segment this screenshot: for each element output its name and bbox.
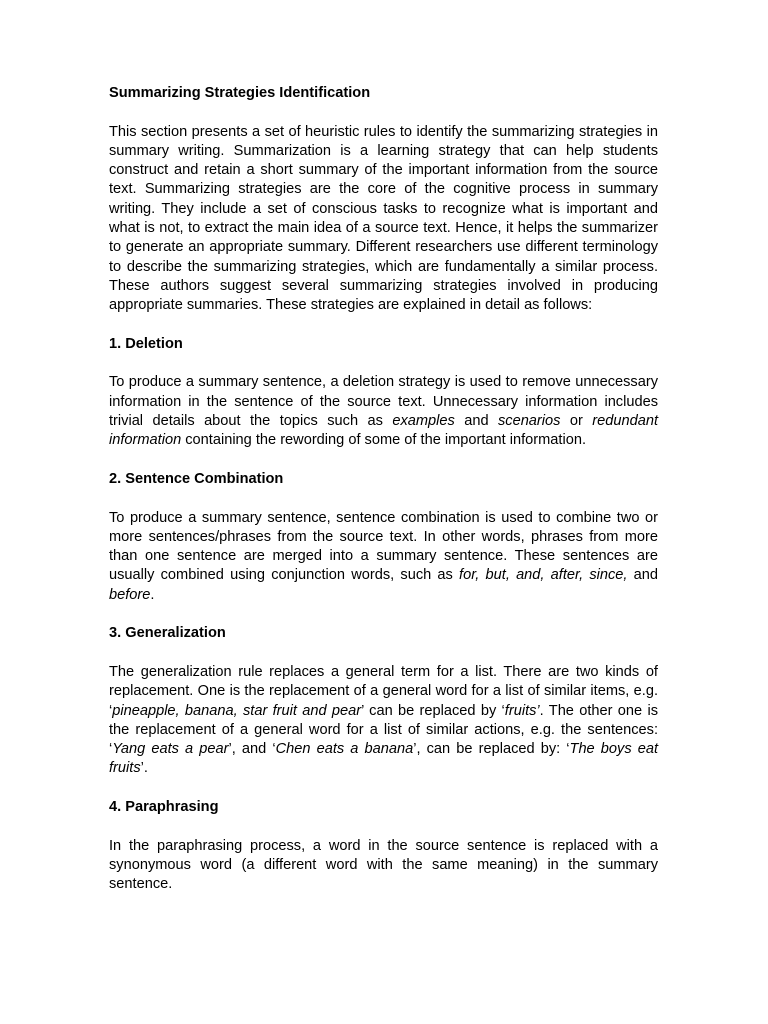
italic-run: scenarios: [497, 413, 561, 430]
italic-run: for, but, and, after, since,: [459, 567, 628, 584]
section-heading-generalization: 3. Generalization: [109, 625, 226, 642]
text-run: The generalization rule replaces a general term for a list. There are two kinds of replacement. One is the replacement of a general word for a list of similar items, e.g. ‘: [109, 663, 658, 719]
text-run: ’ can be replaced by ‘: [361, 702, 505, 719]
section-body-deletion: [109, 373, 658, 450]
italic-run: before: [109, 586, 151, 603]
section-heading-deletion: 1. Deletion: [109, 335, 183, 352]
document-title: Summarizing Strategies Identification: [109, 85, 371, 101]
italic-run: Yang eats a pear: [112, 741, 229, 758]
section-heading-paraphrasing: 4. Paraphrasing: [109, 798, 219, 815]
italic-run: fruits’: [504, 702, 540, 719]
text-run: and: [627, 567, 659, 584]
italic-run: redundant information: [109, 413, 658, 449]
section-heading-sentence-combination: 2. Sentence Combination: [109, 470, 284, 487]
document-page: [109, 84, 658, 894]
text-run: To produce a summary sentence, a deletion strategy is used to remove unnecessary information in the sentence of the source text. Unnecessary information includes trivial details about the topics such as: [109, 374, 658, 430]
text-run: . The other one is the replacement of a general word for a list of similar actions, e.g. the sentences: ‘: [109, 702, 659, 758]
text-run: In the paraphrasing process, a word in the source sentence is replaced with a synonymous word (a different word with the same meaning) in the summary sentence.: [109, 837, 658, 893]
italic-run: pineapple, banana, star fruit and pear: [112, 702, 362, 719]
italic-run: examples: [392, 413, 455, 430]
text-run: ’, can be replaced by: ‘: [413, 741, 570, 758]
text-run: ’, and ‘: [228, 741, 276, 758]
section-body-paraphrasing: [109, 837, 658, 895]
text-run: .: [150, 586, 155, 603]
intro-paragraph: This section presents a set of heuristic rules to identify the summarizing strategies in summary writing. Summarization is a learning strategy that can help students construct and retain a short summary of the important information from the source text. Summarizing strategies are the core of the cognitive process in summary writing. They include a set of conscious tasks to recognize what is important and what is not, to extract the main idea of a source text. Hence, it helps the summarizer to generate an appropriate summary. Different researchers use different terminology to describe the summarizing strategies, which are fundamentally a similar process. These authors suggest several summarizing strategies involved in producing appropriate summaries. These strategies are explained in detail as follows:: [109, 123, 658, 314]
text-run: containing the rewording of some of the important information.: [181, 432, 586, 449]
text-run: or: [560, 413, 593, 430]
text-run: To produce a summary sentence, sentence combination is used to combine two or more sentences/phrases from the source text. In other words, phrases from more than one sentence are merged into a summary sentence. These sentences are usually combined using conjunction words, such as: [109, 509, 658, 584]
text-run: and: [454, 413, 498, 430]
text-run: ’.: [140, 760, 148, 777]
section-body-sentence-combination: [109, 509, 658, 605]
italic-run: Chen eats a banana: [275, 741, 414, 758]
section-body-generalization: [109, 663, 658, 779]
italic-run: The boys eat fruits: [109, 741, 659, 777]
